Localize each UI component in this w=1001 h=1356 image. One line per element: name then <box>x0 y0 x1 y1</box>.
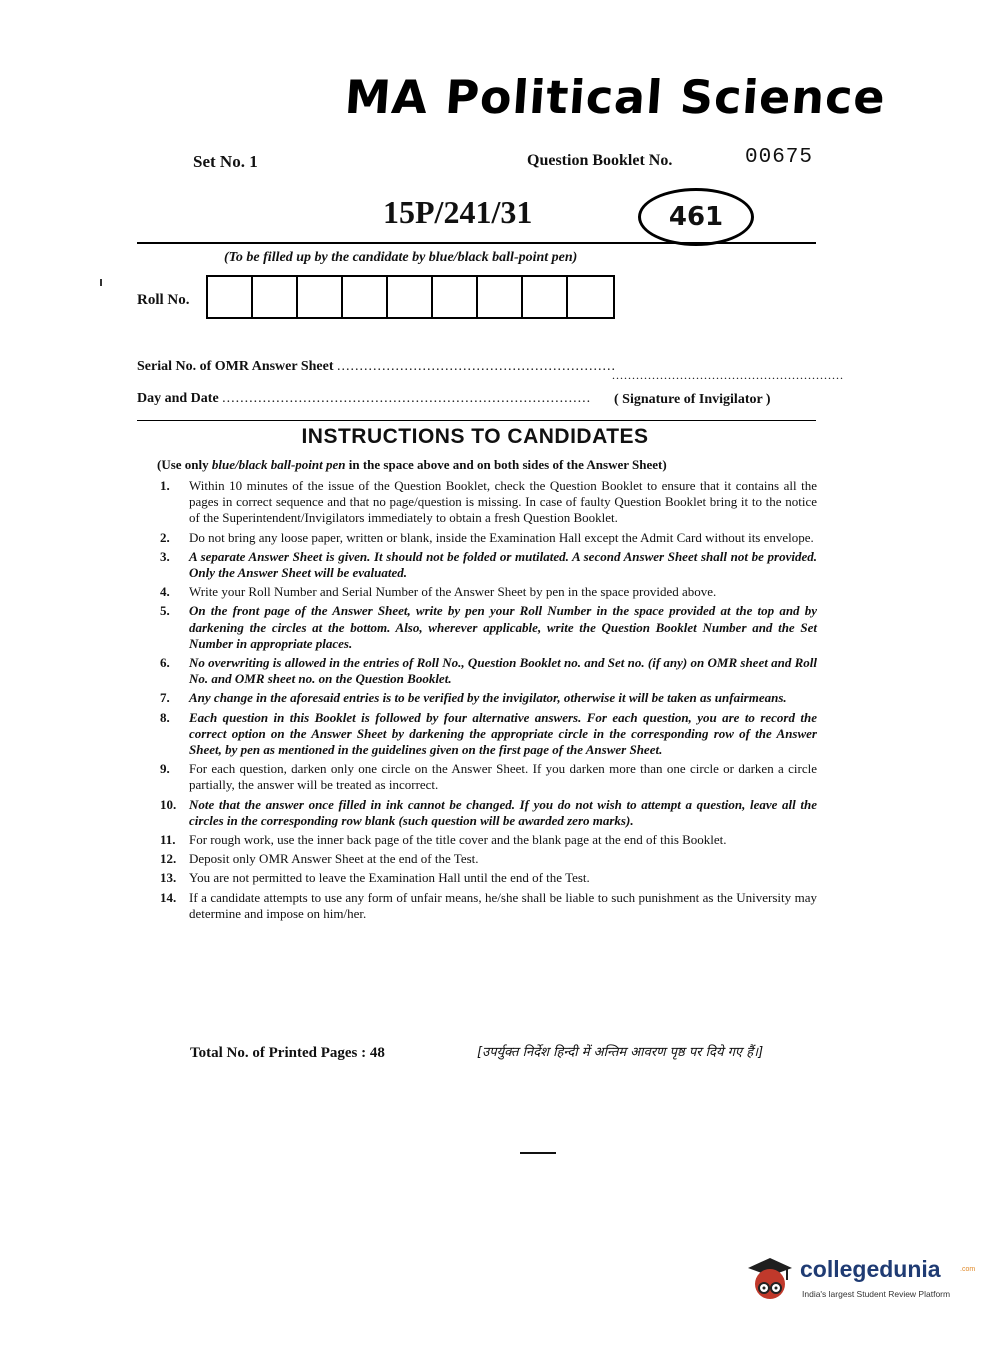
instruction-item <box>160 710 817 759</box>
section-divider <box>137 420 816 421</box>
pen-usage-note: (Use only blue/black ball-point pen in the space above and on both sides of the Answer Sheet) <box>157 457 667 472</box>
instruction-number: 6. <box>160 655 170 671</box>
instruction-item <box>160 478 817 527</box>
page-end-dash <box>520 1152 556 1154</box>
omr-serial-label: Serial No. of OMR Answer Sheet <box>137 359 334 374</box>
roll-digit-box[interactable] <box>208 277 253 317</box>
roll-digit-box[interactable] <box>298 277 343 317</box>
fill-instruction: (To be filled up by the candidate by blue/black ball-point pen) <box>224 250 578 265</box>
signature-line[interactable]: .......................................................... <box>612 368 844 382</box>
brand-domain: .com <box>960 1266 976 1273</box>
instruction-number: 10. <box>160 796 177 812</box>
instruction-item <box>160 832 817 848</box>
roll-digit-box[interactable] <box>343 277 388 317</box>
instruction-item <box>160 584 817 600</box>
roll-digit-box[interactable] <box>523 277 568 317</box>
instruction-text: Any change in the aforesaid entries is to be verified by the invigilator, otherwise it will be taken as unfairmeans. <box>189 690 787 706</box>
instruction-item <box>160 851 817 867</box>
roll-number-label: Roll No. <box>137 292 190 308</box>
instruction-text: A separate Answer Sheet is given. It should not be folded or mutilated. A second Answer Sheet shall not be provided. Only the Answer Sheet will be evaluated. <box>189 548 817 581</box>
instruction-text: No overwriting is allowed in the entries of Roll No., Question Booklet no. and Set no. (if any) on OMR sheet and Roll No. and OMR sheet no. on the Question Booklet. <box>189 655 817 687</box>
collegedunia-watermark <box>742 1252 976 1312</box>
instruction-number: 4. <box>160 584 170 600</box>
instruction-text: Each question in this Booklet is followed by four alternative answers. For each question, you are to record the correct option on the Answer Sheet by darkening the appropriate circle in the corresponding row of the Answer Sheet, by pen as mentioned in the guidelines given on the first page of the Answer Sheet. <box>189 709 817 758</box>
instruction-text: You are not permitted to leave the Examination Hall until the end of the Test. <box>189 870 590 886</box>
day-date-field[interactable]: Day and Date .................................................................................. <box>137 391 592 406</box>
instruction-item <box>160 530 817 546</box>
handwritten-title: MA Political Science <box>343 70 888 124</box>
instruction-item <box>160 797 817 829</box>
question-booklet-number: 00675 <box>745 146 814 169</box>
roll-digit-box[interactable] <box>433 277 478 317</box>
instruction-item <box>160 655 817 687</box>
set-number: Set No. 1 <box>193 152 258 171</box>
instruction-number: 9. <box>160 761 170 777</box>
instruction-item <box>160 690 817 706</box>
instruction-number: 3. <box>160 548 170 564</box>
instruction-item <box>160 603 817 652</box>
instruction-number: 13. <box>160 870 177 886</box>
brand-tagline: India's largest Student Review Platform <box>802 1289 951 1299</box>
instruction-text: If a candidate attempts to use any form of unfair means, he/she shall be liable to such punishment as the University may determine and impose on him/her. <box>189 889 817 921</box>
instruction-text: Note that the answer once filled in ink cannot be changed. If you do not wish to attempt a question, leave all the circles in the corresponding row blank (such question will be awarded zero marks). <box>189 796 817 828</box>
instructions-list <box>160 478 817 925</box>
circled-handwritten-note: 461 <box>638 188 754 246</box>
instruction-item <box>160 761 817 793</box>
instruction-number: 14. <box>160 889 177 905</box>
instruction-item <box>160 870 817 886</box>
instruction-number: 12. <box>160 851 177 867</box>
instruction-number: 1. <box>160 478 170 493</box>
instruction-number: 8. <box>160 709 170 725</box>
total-printed-pages: Total No. of Printed Pages : 48 <box>190 1045 385 1061</box>
instruction-number: 7. <box>160 690 170 706</box>
instruction-text: On the front page of the Answer Sheet, write by pen your Roll Number in the space provided at the top and by darkening the circles at the bottom. Also, wherever applicable, write the Question Booklet Number and the Set Number in appropriate places. <box>189 603 817 651</box>
instruction-text: Within 10 minutes of the issue of the Question Booklet, check the Question Booklet to ensure that it contains all the pages in correct sequence and that no page/question is missing. In case of faulty Question Booklet bring it to the notice of the Superintendent/Invigilators immediately to obtain a fresh Question Booklet. <box>189 478 817 526</box>
roll-number-boxes <box>206 275 615 319</box>
instruction-text: For each question, darken only one circle on the Answer Sheet. If you darken more than one circle or darken a circle partially, the answer will be treated as incorrect. <box>189 761 817 793</box>
roll-digit-box[interactable] <box>478 277 523 317</box>
mascot-logo-icon <box>742 1252 798 1308</box>
paper-code: 15P/241/31 <box>383 194 533 230</box>
question-booklet-label: Question Booklet No. <box>527 152 673 169</box>
signature-label: ( Signature of Invigilator ) <box>614 392 771 407</box>
instruction-item <box>160 890 817 922</box>
roll-digit-box[interactable] <box>388 277 433 317</box>
day-date-label: Day and Date <box>137 391 219 406</box>
instruction-number: 5. <box>160 603 170 619</box>
hindi-note: [उपर्युक्त निर्देश हिन्दी में अन्तिम आवरण पृष्ठ पर दिये गए हैं।] <box>477 1045 764 1060</box>
header-divider <box>137 242 816 244</box>
roll-digit-box[interactable] <box>568 277 613 317</box>
instruction-number: 11. <box>160 832 176 848</box>
scan-mark <box>100 279 102 286</box>
omr-serial-field[interactable]: Serial No. of OMR Answer Sheet .............................................................. <box>137 359 616 374</box>
instruction-item <box>160 549 817 581</box>
instruction-number: 2. <box>160 529 170 545</box>
brand-name: collegedunia <box>800 1256 941 1282</box>
instruction-text: Do not bring any loose paper, written or blank, inside the Examination Hall except the Admit Card without its envelope. <box>189 529 814 545</box>
instruction-text: Deposit only OMR Answer Sheet at the end of the Test. <box>189 851 479 867</box>
instruction-text: For rough work, use the inner back page of the title cover and the blank page at the end of this Booklet. <box>189 832 727 848</box>
roll-digit-box[interactable] <box>253 277 298 317</box>
instructions-title: INSTRUCTIONS TO CANDIDATES <box>301 425 649 448</box>
instruction-text: Write your Roll Number and Serial Number of the Answer Sheet by pen in the space provided above. <box>189 584 717 600</box>
